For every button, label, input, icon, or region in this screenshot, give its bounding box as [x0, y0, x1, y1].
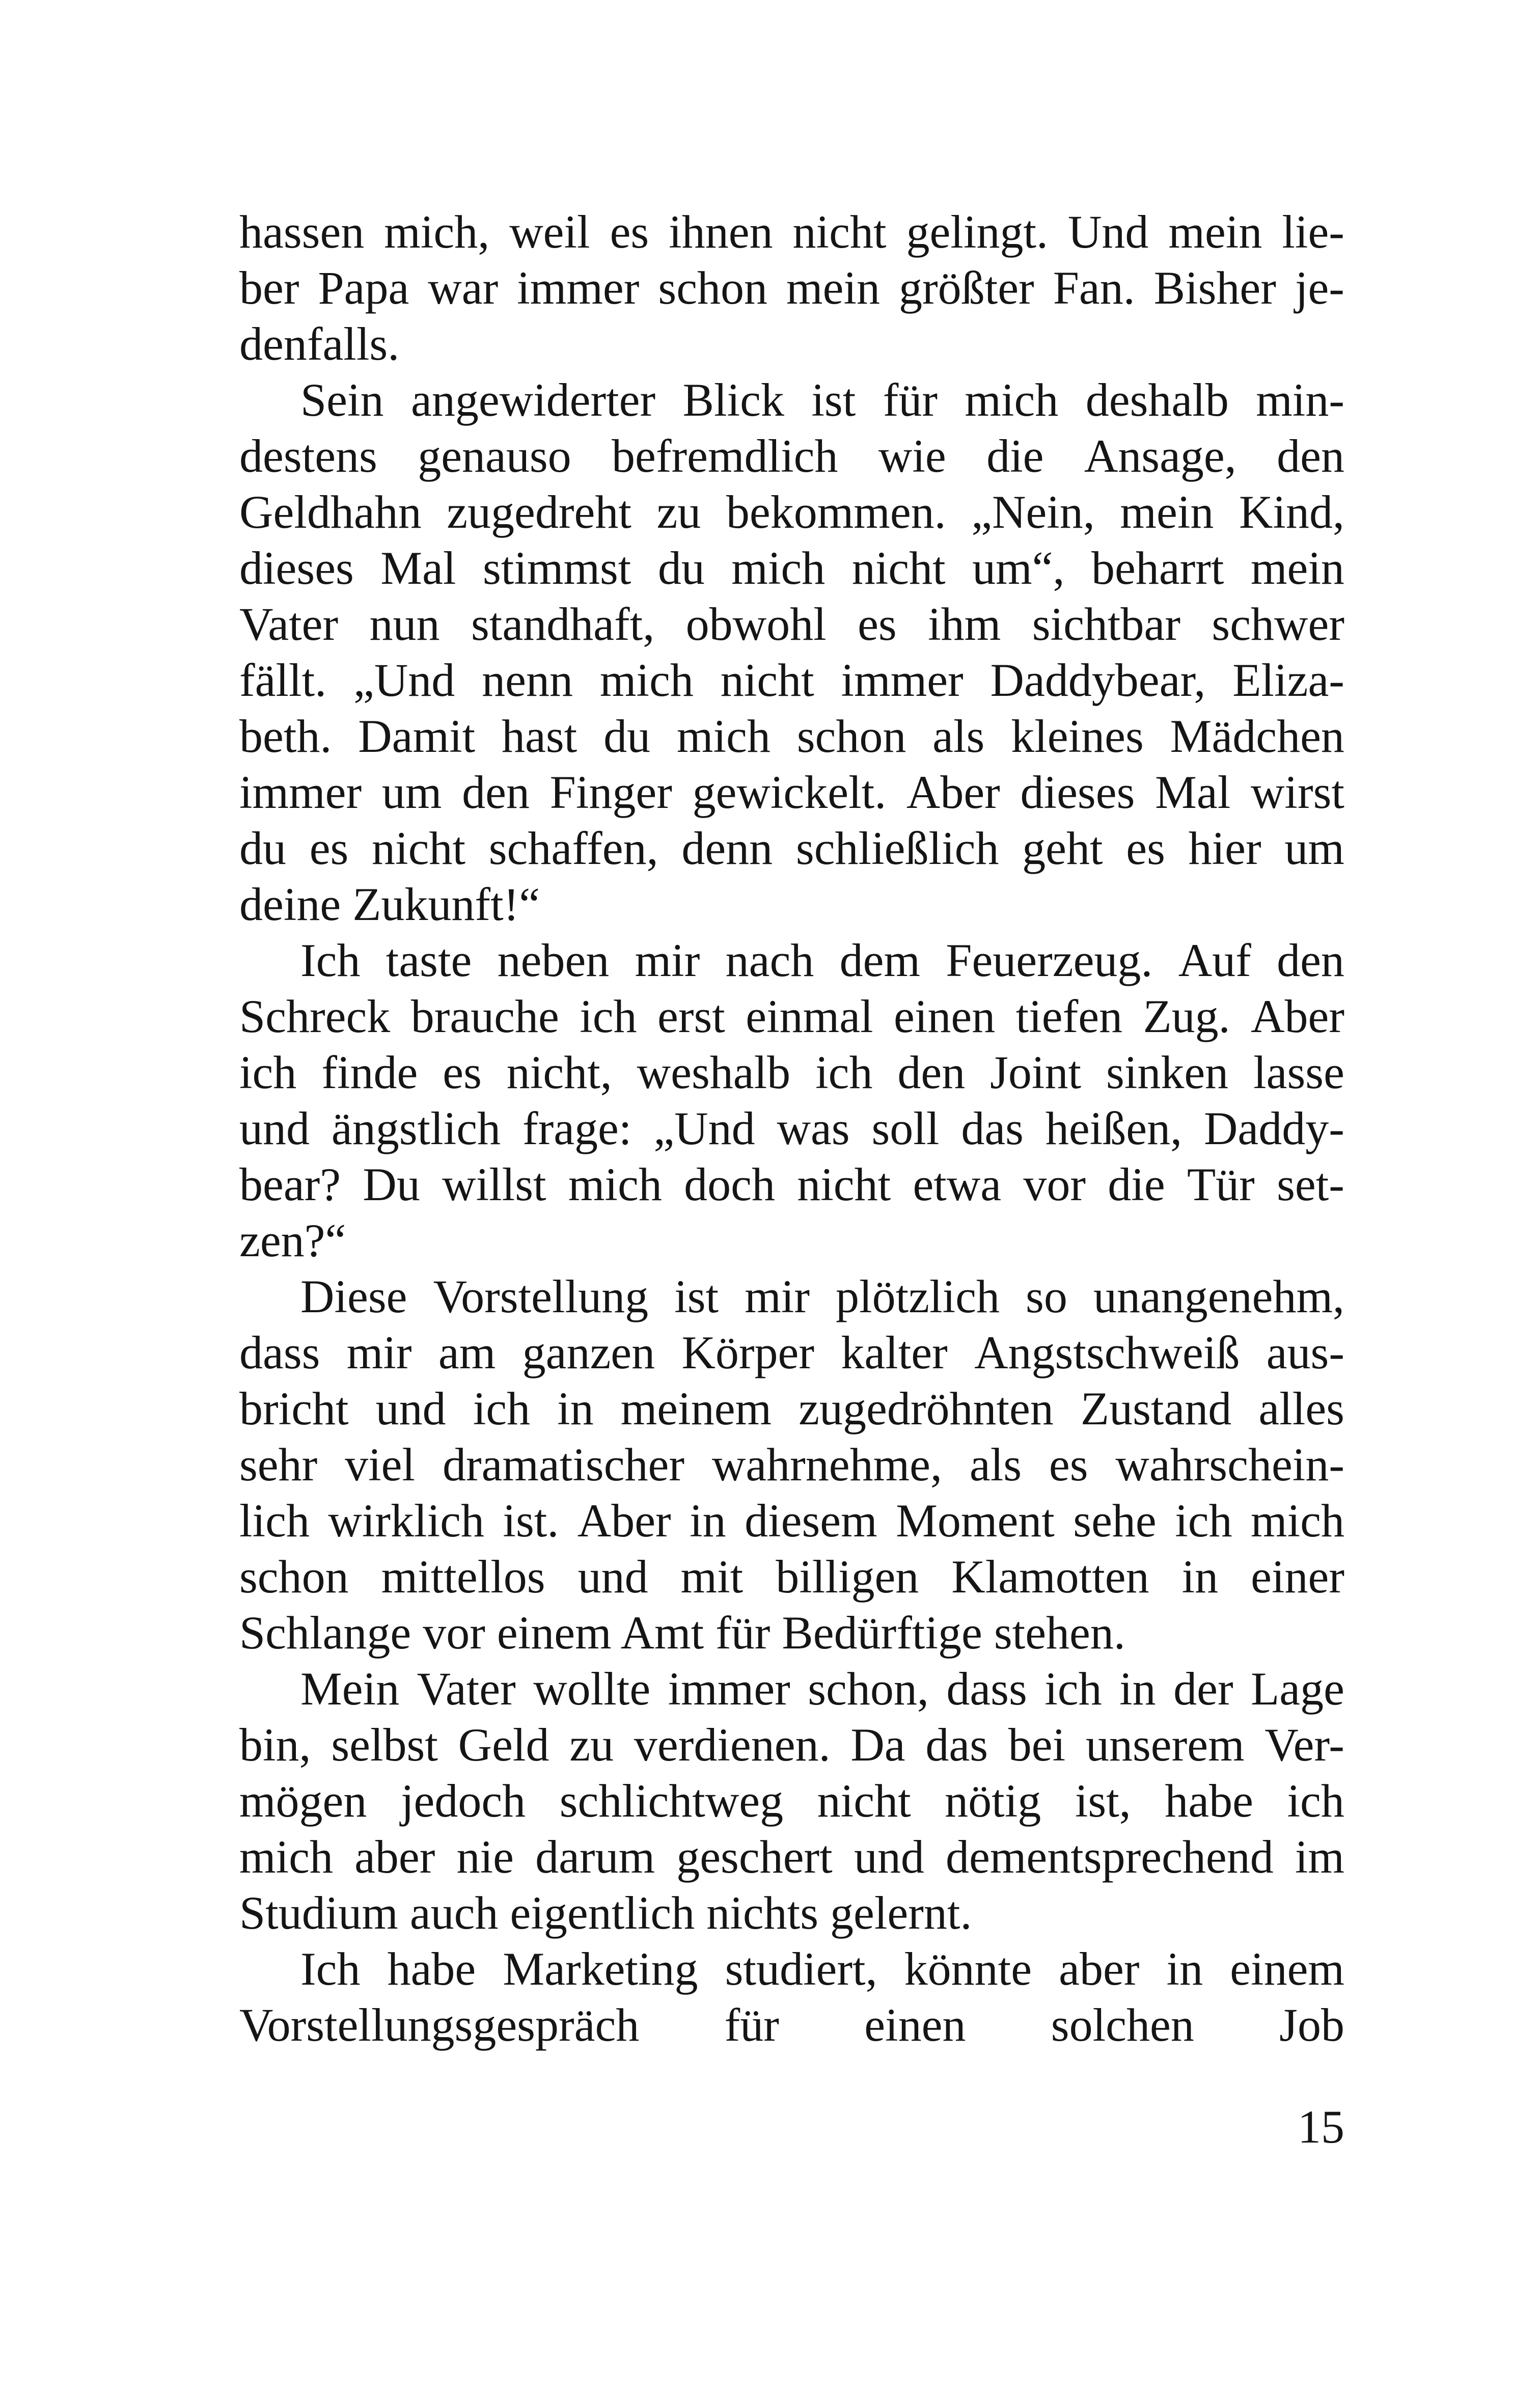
text-line: destens genauso befremdlich wie die Ansage, den — [239, 430, 1344, 482]
text-line: bin, selbst Geld zu verdienen. Da das bei unserem Ver- — [239, 1719, 1344, 1771]
text-line: Schreck brauche ich erst einmal einen tiefen Zug. Aber — [239, 990, 1344, 1042]
text-line: bricht und ich in meinem zugedröhnten Zustand alles — [239, 1383, 1344, 1434]
text-line: Ich habe Marketing studiert, könnte aber in einem — [300, 1943, 1344, 1995]
text-line: lich wirklich ist. Aber in diesem Moment sehe ich mich — [239, 1495, 1344, 1547]
text-line: und ängstlich frage: „Und was soll das heißen, Daddy- — [239, 1102, 1344, 1154]
text-line: bear? Du willst mich doch nicht etwa vor die Tür set- — [239, 1158, 1344, 1210]
text-line: denfalls. — [239, 318, 400, 370]
text-line: deine Zukunft!“ — [239, 878, 540, 930]
text-line: Vorstellungsgespräch für einen solchen Job — [239, 1999, 1344, 2051]
text-line: zen?“ — [239, 1214, 346, 1266]
text-line: dieses Mal stimmst du mich nicht um“, beharrt mein — [239, 542, 1344, 594]
text-line: fällt. „Und nenn mich nicht immer Daddybear, Eliza- — [239, 654, 1344, 706]
text-line: ich finde es nicht, weshalb ich den Joint sinken lasse — [239, 1046, 1344, 1098]
text-line: ber Papa war immer schon mein größter Fan. Bisher je- — [239, 262, 1344, 314]
text-line: Sein angewiderter Blick ist für mich deshalb min- — [300, 374, 1344, 426]
text-line: mich aber nie darum geschert und dementsprechend im — [239, 1831, 1344, 1883]
text-line: hassen mich, weil es ihnen nicht gelingt. Und mein lie- — [239, 206, 1344, 258]
text-line: beth. Damit hast du mich schon als kleines Mädchen — [239, 710, 1344, 762]
text-line: Ich taste neben mir nach dem Feuerzeug. Auf den — [300, 934, 1344, 986]
text-line: du es nicht schaffen, denn schließlich geht es hier um — [239, 822, 1344, 874]
text-line: immer um den Finger gewickelt. Aber dieses Mal wirst — [239, 766, 1344, 818]
text-line: schon mittellos und mit billigen Klamotten in einer — [239, 1551, 1344, 1603]
text-line: sehr viel dramatischer wahrnehme, als es wahrschein- — [239, 1439, 1344, 1491]
text-line: dass mir am ganzen Körper kalter Angstschweiß aus- — [239, 1326, 1344, 1378]
text-line: Geldhahn zugedreht zu bekommen. „Nein, mein Kind, — [239, 486, 1344, 538]
page-number: 15 — [1298, 2101, 1344, 2153]
text-line: mögen jedoch schlichtweg nicht nötig ist, habe ich — [239, 1775, 1344, 1827]
text-line: Studium auch eigentlich nichts gelernt. — [239, 1887, 972, 1939]
text-line: Mein Vater wollte immer schon, dass ich in der Lage — [300, 1663, 1344, 1715]
text-line: Vater nun standhaft, obwohl es ihm sichtbar schwer — [239, 598, 1344, 650]
body-text — [239, 204, 1344, 2053]
text-line: Diese Vorstellung ist mir plötzlich so unangenehm, — [300, 1270, 1344, 1322]
text-line: Schlange vor einem Amt für Bedürftige stehen. — [239, 1607, 1125, 1659]
